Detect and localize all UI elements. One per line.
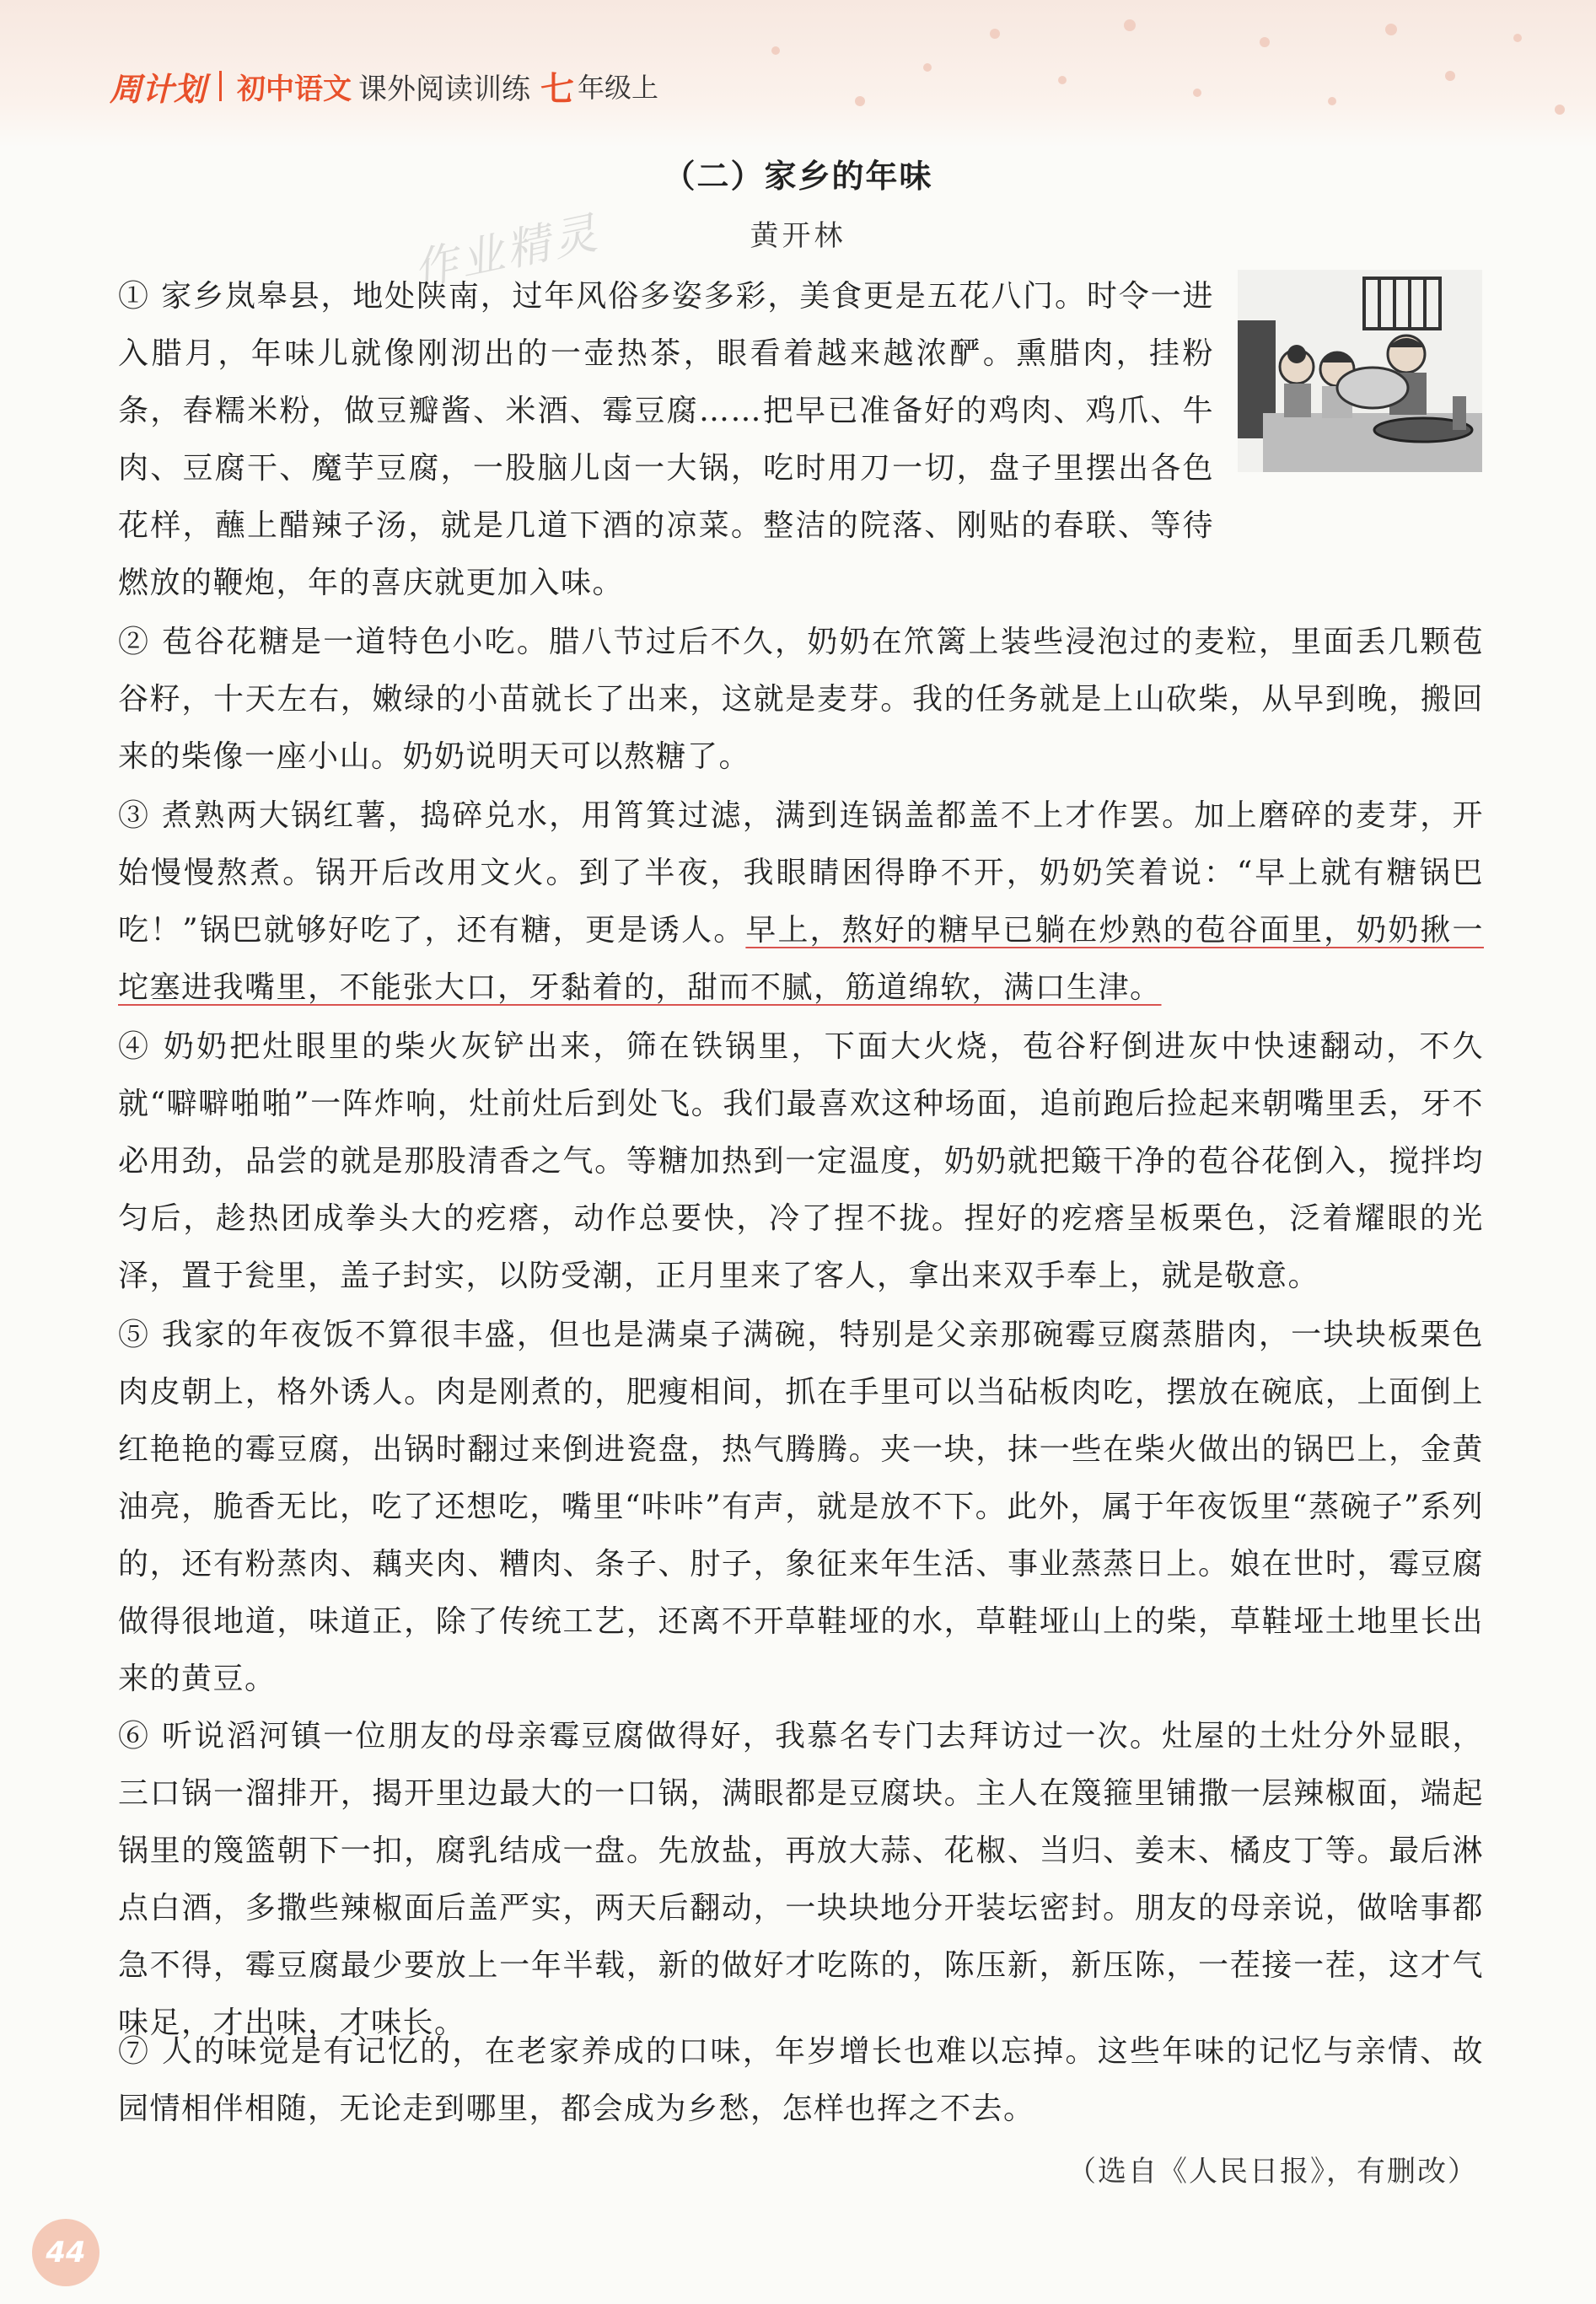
grade-number: 七: [540, 69, 575, 109]
paragraph-6: [118, 1708, 1484, 2052]
underlined-sentence: 早上，熬好的糖早已躺在炒熟的苞谷面里，奶奶揪一坨塞进我嘴里，不能张大口，牙黏着的，甜而不腻，筋道绵软，满口生津。: [118, 913, 1484, 1005]
paragraph-2: [118, 614, 1484, 786]
paragraph-3: [118, 787, 1484, 1017]
book-series-title: [110, 61, 658, 111]
watermark: 作业精灵: [409, 207, 605, 297]
paragraph-marker: ⑥: [118, 1719, 151, 1754]
paragraph-text: 人的味觉是有记忆的，在老家养成的口味，年岁增长也难以忘掉。这些年味的记忆与亲情、故园情相伴相随，无论走到哪里，都会成为乡愁，怎样也挥之不去。: [118, 2034, 1484, 2126]
paragraph-text: 奶奶把灶眼里的柴火灰铲出来，筛在铁锅里，下面大火烧，苞谷籽倒进灰中快速翻动，不久就“噼噼啪啪”一阵炸响，灶前灶后到处飞。我们最喜欢这种场面，追前跑后捡起来朝嘴里丢，牙不必用劲，品尝的就是那股清香之气。等糖加热到一定温度，奶奶就把簸干净的苞谷花倒入，搅拌均匀后，趁热团成拳头大的疙瘩，动作总要快，冷了捏不拢。捏好的疙瘩呈板栗色，泛着耀眼的光泽，置于瓮里，盖子封实，以防受潮，正月里来了客人，拿出来双手奉上，就是敬意。: [118, 1029, 1484, 1293]
page-number: 44: [32, 2219, 99, 2286]
paragraph-text: 煮熟两大锅红薯，捣碎兑水，用筲箕过滤，满到连锅盖都盖不上才作罢。加上磨碎的麦芽，开始慢慢熬煮。锅开后改用文火。到了半夜，我眼睛困得睁不开，奶奶笑着说：“早上就有糖锅巴吃！”锅巴就够好吃了，还有糖，更是诱人。: [118, 798, 1484, 948]
paragraph-marker: ④: [118, 1029, 152, 1064]
paragraph-marker: ⑤: [118, 1318, 151, 1352]
cooking-scene-illustration-icon: [1238, 270, 1482, 472]
article-title: （二）家乡的年味: [663, 158, 933, 195]
series-subject: 初中语文: [237, 72, 352, 106]
article-source: （选自《人民日报》，有删改）: [1067, 2155, 1478, 2189]
header-divider: [219, 71, 222, 101]
paragraph-text: 我家的年夜饭不算很丰盛，但也是满桌子满碗，特别是父亲那碗霉豆腐蒸腊肉，一块块板栗色肉皮朝上，格外诱人。肉是刚煮的，肥瘦相间，抓在手里可以当砧板肉吃，摆放在碗底，上面倒上红艳艳的霉豆腐，出锅时翻过来倒进瓷盘，热气腾腾。夹一块，抹一些在柴火做出的锅巴上，金黄油亮，脆香无比，吃了还想吃，嘴里“咔咔”有声，就是放不下。此外，属于年夜饭里“蒸碗子”系列的，还有粉蒸肉、藕夹肉、糟肉、条子、肘子，象征来年生活、事业蒸蒸日上。娘在世时，霉豆腐做得很地道，味道正，除了传统工艺，还离不开草鞋垭的水，草鞋垭山上的柴，草鞋垭土地里长出来的黄豆。: [118, 1318, 1484, 1696]
paragraph-1: [118, 268, 1214, 612]
paragraph-text: 听说滔河镇一位朋友的母亲霉豆腐做得好，我慕名专门去拜访过一次。灶屋的土灶分外显眼，三口锅一溜排开，揭开里边最大的一口锅，满眼都是豆腐块。主人在篾箍里铺撒一层辣椒面，端起锅里的篾篮朝下一扣，腐乳结成一盘。先放盐，再放大蒜、花椒、当归、姜末、橘皮丁等。最后淋点白酒，多撒些辣椒面后盖严实，两天后翻动，一块块地分开装坛密封。朋友的母亲说，做啥事都急不得，霉豆腐最少要放上一年半载，新的做好才吃陈的，陈压新，新压陈，一茬接一茬，这才气味足，才出味，才味长。: [118, 1719, 1484, 2040]
brand-name: 周计划: [110, 70, 207, 108]
paragraph-7: [118, 2023, 1484, 2138]
paragraph-4: [118, 1018, 1484, 1305]
paragraph-marker: ①: [118, 279, 150, 314]
paragraph-5: [118, 1307, 1484, 1708]
header-band: [0, 0, 1596, 148]
article-author: 黄开林: [750, 219, 846, 253]
grade-suffix: 年级上: [578, 72, 659, 104]
paragraph-marker: ⑦: [118, 2034, 151, 2069]
paragraph-marker: ②: [118, 625, 151, 659]
series-type: 课外阅读训练: [358, 72, 531, 106]
paragraph-text: 苞谷花糖是一道特色小吃。腊八节过后不久，奶奶在笊篱上装些浸泡过的麦粒，里面丢几颗苞谷籽，十天左右，嫩绿的小苗就长了出来，这就是麦芽。我的任务就是上山砍柴，从早到晚，搬回来的柴像一座小山。奶奶说明天可以熬糖了。: [118, 625, 1484, 774]
paragraph-marker: ③: [118, 798, 151, 833]
paragraph-text: 家乡岚皋县，地处陕南，过年风俗多姿多彩，美食更是五花八门。时令一进入腊月，年味儿就像刚沏出的一壶热茶，眼看着越来越浓酽。熏腊肉，挂粉条，舂糯米粉，做豆瓣酱、米酒、霉豆腐……把早已准备好的鸡肉、鸡爪、牛肉、豆腐干、魔芋豆腐，一股脑儿卤一大锅，吃时用刀一切，盘子里摆出各色花样，蘸上醋辣子汤，就是几道下酒的凉菜。整洁的院落、刚贴的春联、等待燃放的鞭炮，年的喜庆就更加入味。: [118, 279, 1214, 600]
